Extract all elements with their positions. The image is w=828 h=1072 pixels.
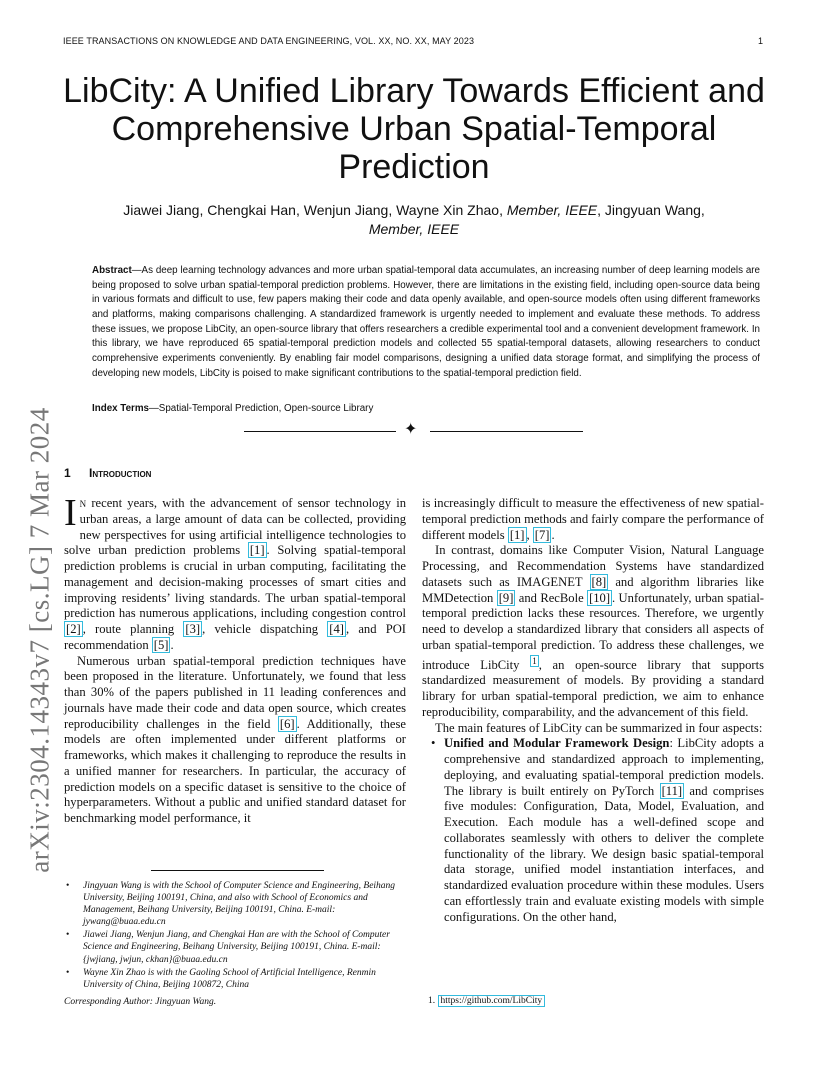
bullet-icon: • [66,881,70,891]
text-run: In contrast, domains like Computer Vision, Natural Language Processing, and Recommendation Systems have standardized datasets such as IMAGENET [422,543,764,589]
url-footnote-number: 1. [428,996,436,1006]
footnote-rule [151,870,324,871]
left-column [64,492,406,827]
author-membership-2: Member, IEEE [368,221,460,237]
authors-names-2: , Jingyuan Wang, [597,202,705,218]
corresponding-author: Corresponding Author: Jingyuan Wang. [64,997,217,1007]
intro-paragraph-3 [422,496,764,543]
citation-link[interactable]: [2] [66,622,81,636]
separator-line-right [430,431,583,432]
text-run: and algorithm libraries like MMDetection [422,574,765,605]
footnote-item [66,967,414,991]
footnote-text: Jingyuan Wang is with the School of Computer Science and Engineering, Beihang University, Beijing 100191, China, and also with School of Economics and Management, Beihang University, Beijing 100191, China. E-mail: jywang@buaa.edu.cn [83,881,396,928]
text-run: and RecBole [515,590,588,605]
paper-title: LibCity: A Unified Library Towards Efficient and Comprehensive Urban Spatial-Temporal Prediction [63,72,765,186]
text-run: is increasingly difficult to measure the effectiveness of new spatial-temporal prediction methods and fairly compare the performance of different models [422,496,764,542]
text-run: , and POI recommendation [64,622,406,652]
text-run: . [170,637,174,652]
citation-link[interactable]: [5] [153,637,169,652]
github-link[interactable]: https://github.com/LibCity [438,995,546,1007]
intro-paragraph-2 [64,654,406,827]
citation-link[interactable]: [6] [279,716,295,731]
text-run: , an open-source library that supports standardized measurement of models. By providing a standard library for urban spatial-temporal prediction, we aim to enhance reproducibility, comparability, and the advancement of this field. [422,657,764,719]
citation-link[interactable]: [11] [661,783,683,798]
url-footnote [428,996,545,1006]
abstract [92,264,760,381]
citation-link[interactable]: [9] [498,590,514,605]
abstract-text: —As deep learning technology advances and more urban spatial-temporal data accumulates, an increasing number of deep learning models are being proposed to solve urban spatial-temporal prediction problems. However, there are limitations in the existing field, including open-source data being in various formats and difficult to use, few papers making their code and data openly available, and open-source models often using different frameworks and platforms, making comparisons challenging. A standardized framework is urgently needed to implement and evaluate these methods. To address these issues, we propose LibCity, an open-source library that offers researchers a credible experimental tool and a convenient development framework. In this library, we have reproduced 65 spatial-temporal prediction models and collected 55 spatial-temporal datasets, allowing researchers to conduct comprehensive experiments conveniently. By enabling fair model comparisons, designing a unified data storage format, and simplifying the process of developing new models, LibCity is poised to make significant contributions to the spatial-temporal prediction field. [92,265,760,379]
authors [110,201,718,239]
citation-link[interactable]: [7] [534,527,550,542]
index-terms [92,403,760,414]
running-head: IEEE TRANSACTIONS ON KNOWLEDGE AND DATA ENGINEERING, VOL. XX, NO. XX, MAY 2023 [63,36,475,46]
text-run: : LibCity adopts a comprehensive and standardized approach to implementing, deploying, and evaluating spatial-temporal prediction models. The library is built entirely on PyTorch [444,736,764,798]
section-heading [64,466,151,480]
text-run: Numerous urban spatial-temporal prediction techniques have been proposed in the literature. Unfortunately, we found that less than 30% of the papers published in 11 leading conferences and journals have made their code and data open source, which creates reproducibility challenges in the field [64,653,406,731]
text-run: , route planning [82,622,184,636]
index-terms-text: —Spatial-Temporal Prediction, Open-source Library [149,403,374,414]
citation-link[interactable]: [10] [589,590,611,605]
text-run: . Solving spatial-temporal prediction problems is crucial in urban computing, facilitating the management and decision-making processes of smart cities and improving residents’ living standards. The urban spatial-temporal prediction has numerous applications, including congestion control [64,543,406,621]
first-word-rest: n [79,496,87,510]
text-run: . Unfortunately, urban spatial-temporal prediction lacks these resources. Therefore, we urgently need to develop a standardized library that considers all aspects of urban spatial-temporal prediction. To address these challenges, we introduce LibCity [422,590,765,672]
citation-link[interactable]: [4] [329,622,344,636]
dropcap: I [64,492,77,534]
bullet-icon: • [66,930,70,941]
page-number: 1 [758,36,764,46]
affiliation-footnotes [64,880,414,992]
abstract-label: Abstract [92,265,132,276]
text-run: recent years, with the advancement of sensor technology in urban areas, a large amount of data can be collected, providing new perspectives for using artificial intelligence technologies to solve urban prediction problems [64,496,406,558]
footnote-item [66,880,414,928]
bullet-icon: • [66,967,70,978]
text-run: . [551,527,555,542]
authors-names-1: Jiawei Jiang, Chengkai Han, Wenjun Jiang, Wayne Xin Zhao, [123,202,507,218]
feature-list [422,736,764,925]
intro-paragraph-5: The main features of LibCity can be summarized in four aspects: [435,720,763,735]
citation-link[interactable]: [3] [185,622,201,636]
text-run: . Additionally, these models are often implemented under different platforms or frameworks, which makes it challenging to reproduce the results in a unified manner for researchers. In particular, the accuracy of prediction models on a specific dataset is sensitive to the choice of hyperparameters. Without a public and unified standard dataset for benchmarking model performance, it [64,716,406,825]
citation-link[interactable]: [1] [509,527,525,542]
section-title: Introduction [89,466,152,480]
separator-line-left [244,431,396,432]
text-run: , [526,527,533,542]
intro-paragraph-4 [422,543,764,720]
text-run: and comprises five modules: Configuration, Data, Model, Evaluation, and Execution. Each module has a well-defined scope and collaborates seamlessly with others to deliver the complete functionality of the library. We design basic spatial-temporal data storage, unified model instantiation interfaces, and standardized evaluation procedure within these modules. Users can effortlessly train and evaluate existing models with simple configurations. On the other hand, [444,783,765,924]
footnote-item [66,929,414,965]
footnote-marker-link[interactable]: 1 [532,655,537,666]
list-item [431,736,765,925]
author-membership-1: Member, IEEE [506,202,598,218]
index-terms-label: Index Terms [92,403,149,414]
arxiv-stamp: arXiv:2304.14343v7 [cs.LG] 7 Mar 2024 [24,407,55,873]
footnote-text: Jiawei Jiang, Wenjun Jiang, and Chengkai Han are with the School of Computer Science and Engineering, Beihang University, Beijing 100191, China. E-mail: {jwjiang, jwjun, ckhan}@buaa.edu.cn [83,930,390,965]
text-run: , vehicle dispatching [202,622,328,636]
separator-diamond-icon: ✦ [404,421,418,438]
citation-link[interactable]: [8] [591,574,607,589]
bullet-icon: • [431,736,436,751]
footnote-text: Wayne Xin Zhao is with the Gaoling School of Artificial Intelligence, Renmin University of China, Beijing 100872, China [83,967,376,990]
right-column [422,496,764,925]
intro-paragraph-1 [64,492,406,654]
feature-title: Unified and Modular Framework Design [444,736,670,751]
citation-link[interactable]: [1] [249,543,265,558]
section-number: 1 [64,466,71,480]
